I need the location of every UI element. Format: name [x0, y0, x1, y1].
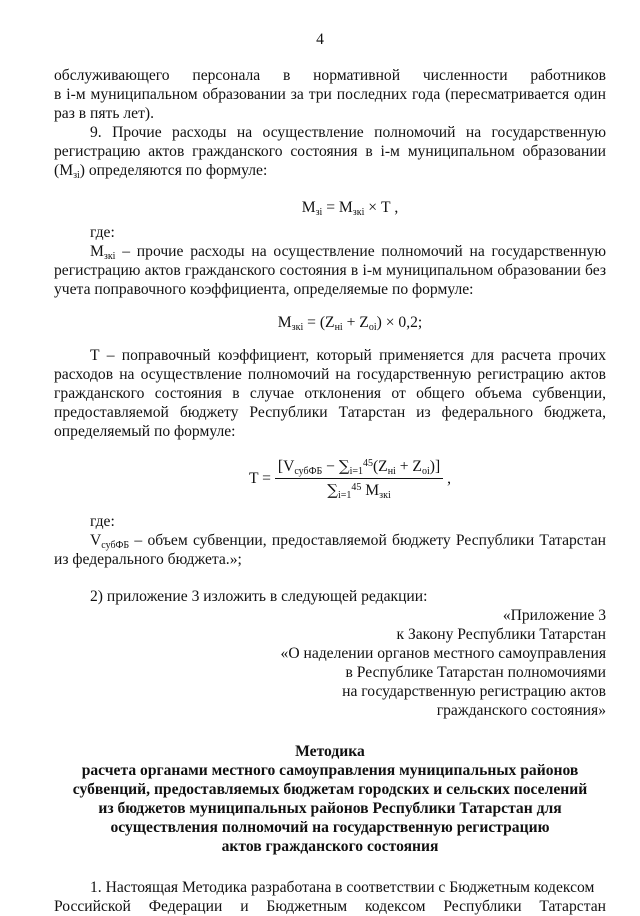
intro-paragraph-rest: в i-м муниципальном образовании за три последних года (пересматривается один раз в пять лет). [54, 86, 606, 122]
formula-mzi: $М_{зі} = М_{зкі} \times Т$ , [301, 199, 399, 218]
definition-t: Т – поправочный коэффициент, который применяется для расчета прочих расходов на осуществление полномочий на государственную регистрацию актов гражданского состояния в случае отклонения от общего объема субвенции, предоставляемой бюджету Республики Татарстан из федерального бюджета, определяемый по формуле: [54, 347, 606, 440]
point-1-line-2: Российской Федерации и Бюджетным кодексом Республики Татарстан [54, 898, 606, 915]
appendix-reference: «Приложение 3 к Закону Республики Татарстан «О наделении органов местного самоуправления в Республике Татарстан полномочиями на государственную регистрацию актов гражданского состояния» [280, 607, 606, 719]
intro-line-1: обслуживающего персонала в нормативной численности работников [54, 67, 607, 84]
page-number: 4 [316, 31, 324, 48]
item-2: 2) приложение 3 изложить в следующей редакции: [90, 588, 428, 605]
formula-t-trail: , [447, 470, 452, 487]
formula-t-fraction [275, 457, 443, 500]
formula-t-numerator: $[V_{субФБ} - \sum_{i=1}^{45}(Z_{нi} + Z_{оi})]$ [275, 457, 443, 479]
formula-t [94, 457, 606, 500]
definition-v: $V_{субФБ}$ – объем субвенции, предоставляемой бюджету Республики Татарстан из федерального бюджета.»; [54, 532, 606, 568]
paragraph-9: 9. Прочие расходы на осуществление полномочий на государственную регистрацию актов гражданского состояния в i-м муниципальном образовании $(М_{зі})$ определяются по формуле: [54, 124, 606, 181]
where-label-1: где: [90, 224, 115, 241]
formula-t-denominator: $\sum_{i=1}^{45}$ $М_{зкі}$ [327, 481, 391, 501]
document-body [54, 66, 606, 916]
formula-t-lhs: T = [248, 470, 271, 487]
point-1-line-1: 1. Настоящая Методика разработана в соответствии с Бюджетным кодексом [90, 879, 595, 896]
formula-mzki: $М_{зкі} = (Z_{ні} + Z_{оі}) \times 0,2$; [277, 314, 423, 333]
definition-mzki: $М_{зкі}$ – прочие расходы на осуществление полномочий на государственную регистрацию актов гражданского состояния в i-м муниципальном образовании без учета поправочного коэффициента, определяемые по формуле: [54, 243, 606, 298]
where-label-2: где: [90, 513, 115, 530]
method-title: Методика расчета органами местного самоуправления муниципальных районов субвенций, предоставляемых бюджетам городских и сельских поселений из бюджетов муниципальных районов Республики Татарстан для осуществления полномочий на государственную регистрацию актов гражданского состояния [72, 743, 588, 855]
